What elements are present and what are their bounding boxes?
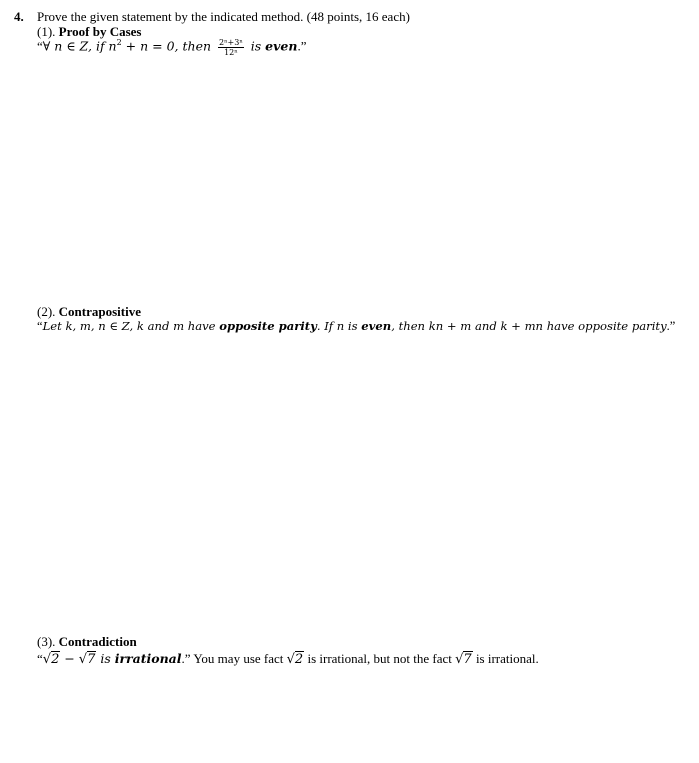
statement-bold: opposite parity — [219, 319, 317, 333]
radicand: 2 — [51, 652, 60, 667]
fraction-numerator: 2ⁿ+3ⁿ — [219, 38, 243, 47]
sqrt-2: √2 — [286, 652, 304, 667]
statement-text: You may use fact — [190, 651, 287, 666]
statement-bold: even — [265, 38, 298, 54]
radicand: 7 — [463, 652, 472, 667]
statement-text: + n = 0, then — [121, 38, 215, 54]
minus-sign: − — [60, 651, 79, 666]
part-1-statement — [37, 38, 306, 57]
statement-text: . If n is — [316, 319, 362, 333]
radicand: 7 — [87, 652, 96, 667]
fraction — [218, 38, 244, 57]
part-3-statement — [37, 651, 539, 667]
statement-text: , then kn + m and k + mn have opposite parity — [391, 319, 667, 333]
statement-bold: irrational — [114, 651, 182, 666]
statement-bold: even — [361, 319, 392, 333]
part-1-method: Proof by Cases — [58, 24, 142, 39]
statement-text: is irrational, but not the fact — [304, 651, 456, 666]
part-2-heading — [37, 304, 141, 320]
quote-close: .” — [181, 651, 191, 666]
quote-open: “ — [37, 651, 43, 666]
quote-open: “ — [37, 319, 43, 333]
statement-text: ∀ n ∈ Z, if n — [42, 38, 117, 54]
radicand: 2 — [294, 652, 304, 667]
part-1-label: (1). — [37, 24, 59, 39]
quote-close: .” — [666, 319, 676, 333]
quote-open: “ — [37, 38, 43, 54]
sqrt-7: √7 — [455, 652, 472, 667]
part-2-method: Contrapositive — [58, 304, 142, 319]
part-2-label: (2). — [37, 304, 59, 319]
fraction-denominator: 12ⁿ — [224, 48, 238, 57]
exponent: 2 — [116, 38, 122, 48]
question-instruction: Prove the given statement by the indicated method. (48 points, 16 each) — [37, 9, 410, 24]
part-3-method: Contradiction — [58, 634, 137, 649]
statement-text: is — [246, 38, 266, 54]
sqrt-7: √7 — [78, 652, 96, 667]
statement-text: Let k, m, n ∈ Z, k and m have — [42, 319, 220, 333]
question-number: 4. — [14, 9, 24, 24]
statement-text: is irrational. — [472, 651, 539, 666]
part-2-statement — [37, 319, 675, 334]
statement-text: is — [96, 651, 115, 666]
sqrt-2: √2 — [42, 652, 60, 667]
part-3-heading — [37, 634, 137, 650]
quote-close: .” — [297, 38, 307, 54]
part-3-label: (3). — [37, 634, 59, 649]
